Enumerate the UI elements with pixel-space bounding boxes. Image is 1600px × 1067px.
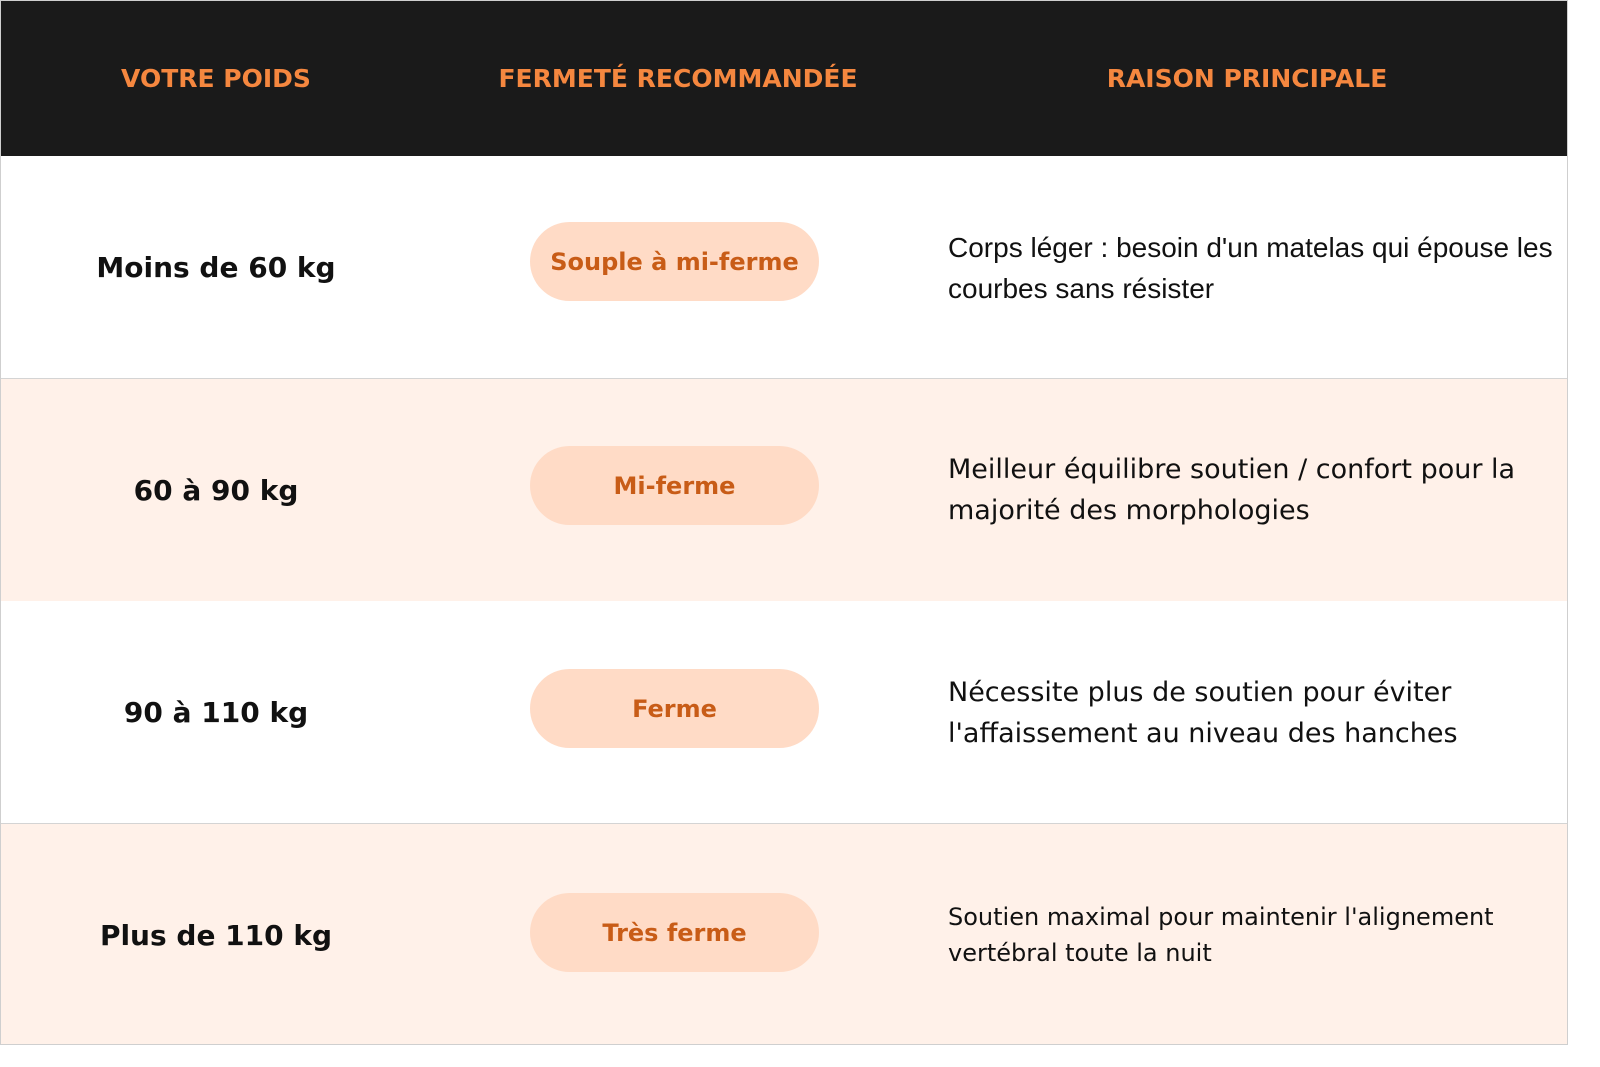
table-row (1, 156, 1567, 379)
header-reason: RAISON PRINCIPALE (1106, 64, 1388, 93)
table-row (1, 823, 1567, 1045)
table-row (1, 378, 1567, 601)
reason-cell (948, 379, 1553, 601)
firmness-badge: Très ferme (530, 893, 819, 972)
reason-text: Soutien maximal pour maintenir l'alignement vertébral toute la nuit (948, 903, 1494, 967)
header-firmness: FERMETÉ RECOMMANDÉE (498, 64, 858, 93)
reason-cell (948, 156, 1553, 379)
weight-cell: Plus de 110 kg (99, 918, 333, 952)
reason-text: Meilleur équilibre soutien / confort pour la majorité des morphologies (948, 454, 1516, 526)
table-header (1, 1, 1567, 156)
weight-cell: Moins de 60 kg (96, 251, 336, 284)
reason-cell (948, 824, 1553, 1045)
firmness-badge: Souple à mi-ferme (530, 222, 819, 301)
firmness-badge: Mi-ferme (530, 446, 819, 525)
reason-text: Corps léger : besoin d'un matelas qui épouse les courbes sans résister (948, 231, 1553, 304)
firmness-badge: Ferme (530, 669, 819, 748)
table-row (1, 601, 1567, 824)
weight-cell: 60 à 90 kg (133, 473, 299, 507)
weight-cell: 90 à 110 kg (123, 696, 309, 729)
reason-cell (948, 601, 1553, 824)
reason-text: Nécessite plus de soutien pour éviter l'affaissement au niveau des hanches (948, 676, 1458, 749)
header-weight: VOTRE POIDS (121, 64, 311, 93)
